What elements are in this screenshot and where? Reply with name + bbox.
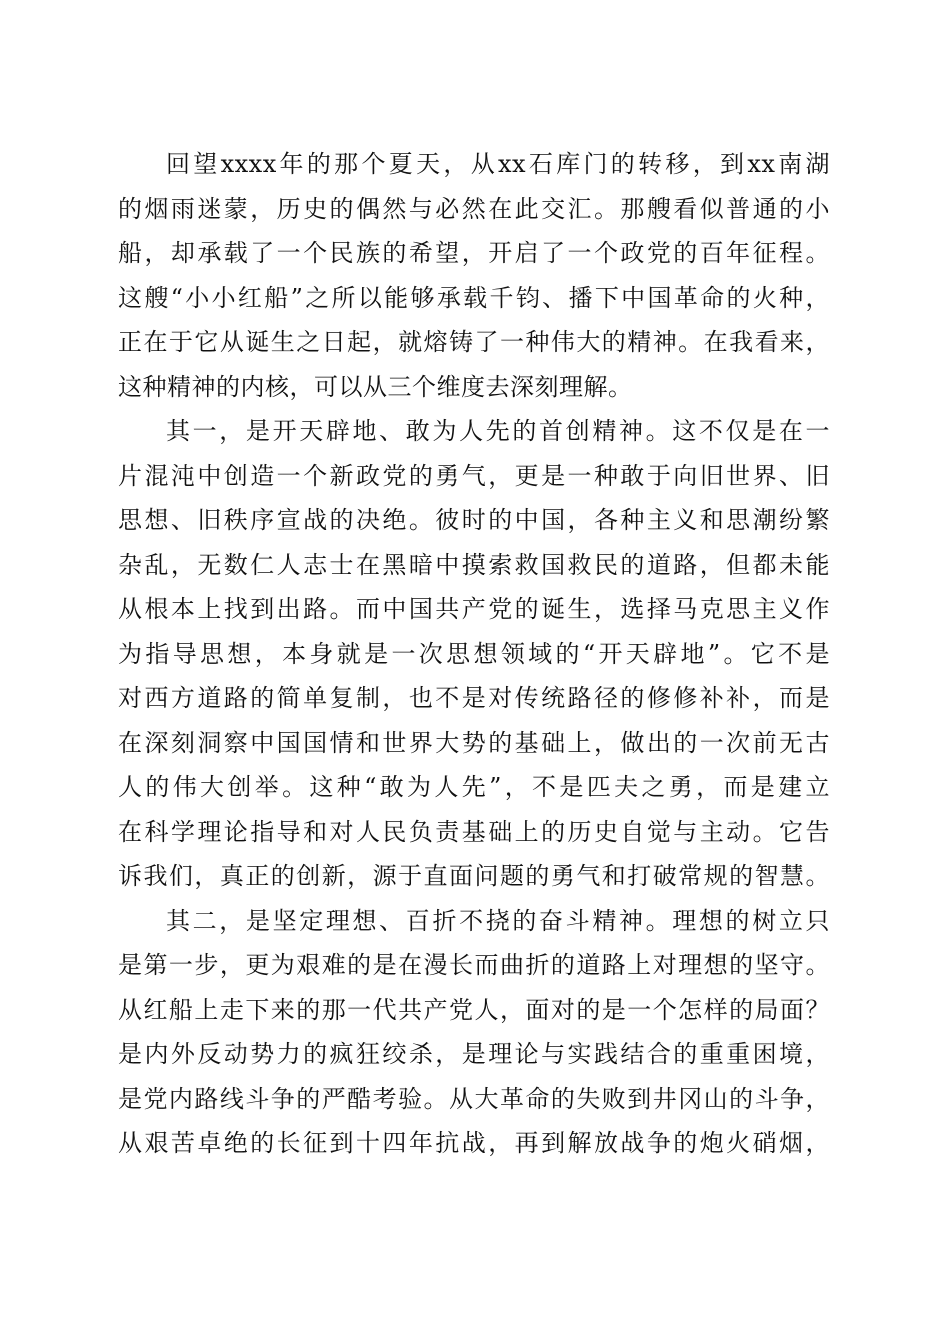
text-line: 诉我们，真正的创新，源于直面问题的勇气和打破常规的智慧。: [118, 862, 830, 890]
text-line: 杂乱，无数仁人志士在黑暗中摸索救国救民的道路，但都未能: [118, 550, 830, 579]
text-line: 正在于它从诞生之日起，就熔铸了一种伟大的精神。在我看来，: [118, 328, 830, 356]
paragraph-2: [118, 409, 830, 899]
text-line: 为指导思想，本身就是一次思想领域的“开天辟地”。它不是: [118, 639, 830, 668]
text-line: 其二，是坚定理想、百折不挠的奋斗精神。理想的树立只: [166, 906, 830, 935]
text-line: 回望xxxx年的那个夏天，从xx石库门的转移，到xx南湖: [166, 150, 830, 178]
text-line: 这种精神的内核，可以从三个维度去深刻理解。: [118, 372, 633, 401]
text-line: 从红船上走下来的那一代共产党人，面对的是一个怎样的局面？: [118, 995, 830, 1024]
text-line: 对西方道路的简单复制，也不是对传统路径的修修补补，而是: [118, 684, 830, 712]
paragraph-1: [118, 142, 830, 409]
text-line: 在深刻洞察中国国情和世界大势的基础上，做出的一次前无古: [118, 728, 830, 757]
text-line: 从根本上找到出路。而中国共产党的诞生，选择马克思主义作: [118, 595, 830, 623]
text-line: 是党内路线斗争的严酷考验。从大革命的失败到井冈山的斗争，: [118, 1084, 830, 1113]
text-line: 是内外反动势力的疯狂绞杀，是理论与实践结合的重重困境，: [118, 1040, 830, 1068]
text-line: 人的伟大创举。这种“敢为人先”，不是匹夫之勇，而是建立: [118, 773, 830, 801]
text-line: 的烟雨迷蒙，历史的偶然与必然在此交汇。那艘看似普通的小: [118, 194, 830, 223]
text-line: 思想、旧秩序宣战的决绝。彼时的中国，各种主义和思潮纷繁: [118, 506, 830, 534]
text-line: 从艰苦卓绝的长征到十四年抗战，再到解放战争的炮火硝烟，: [118, 1129, 830, 1157]
text-line: 是第一步，更为艰难的是在漫长而曲折的道路上对理想的坚守。: [118, 951, 830, 979]
text-line: 在科学理论指导和对人民负责基础上的历史自觉与主动。它告: [118, 817, 830, 846]
text-line: 其一，是开天辟地、敢为人先的首创精神。这不仅是在一: [166, 417, 830, 445]
text-line: 这艘“小小红船”之所以能够承载千钧、播下中国革命的火种，: [118, 283, 830, 312]
text-line: 片混沌中创造一个新政党的勇气，更是一种敢于向旧世界、旧: [118, 461, 830, 490]
text-line: 船，却承载了一个民族的希望，开启了一个政党的百年征程。: [118, 239, 830, 267]
document-body: [118, 142, 830, 1166]
paragraph-3: [118, 899, 830, 1166]
